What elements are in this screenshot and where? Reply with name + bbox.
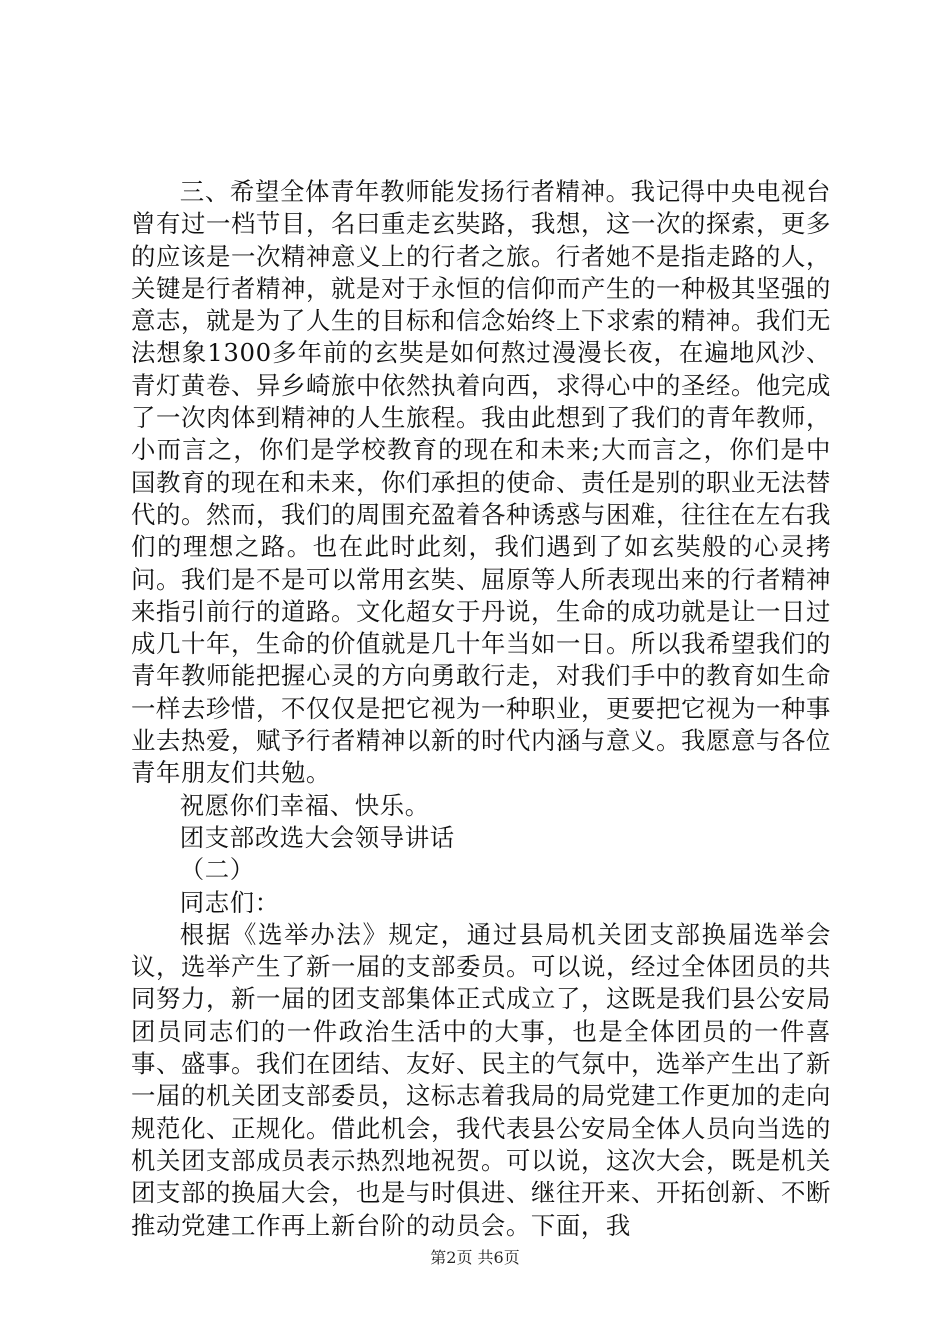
section-number: （二） — [179, 855, 255, 885]
paragraph-election-speech: 根据《选举办法》规定，通过县局机关团支部换届选举会议，选举产生了新一届的支部委员。可以说，经过全体团员的共同努力，新一届的团支部集体正式成立了，这既是我们县公安局团员同志们的一件政治生活中的大事，也是全体团员的一件喜事、盛事。我们在团结、友好、民主的气氛中，选举产生出了新一届的机关团支部委员，这标志着我局的局党建工作更加的走向规范化、正规化。借此机会，我代表县公安局全体人员向当选的机关团支部成员表示热烈地祝贺。可以说，这次大会，既是机关团支部的换届大会，也是与时俱进、继往开来、开拓创新、不断推动党建工作再上新台阶的动员会。下面，我 — [131, 919, 831, 1240]
paragraph-youth-teachers-spirit: 三、希望全体青年教师能发扬行者精神。我记得中央电视台曾有过一档节目，名曰重走玄奘路，我想，这一次的探索，更多的应该是一次精神意义上的行者之旅。行者她不是指走路的人，关键是行者精神，就是对于永恒的信仰而产生的一种极其坚强的意志，就是为了人生的目标和信念始终上下求索的精神。我们无法想象1300多年前的玄奘是如何熬过漫漫长夜，在遍地风沙、青灯黄卷、异乡崎旅中依然执着向西，求得心中的圣经。他完成了一次肉体到精神的人生旅程。我由此想到了我们的青年教师，小而言之，你们是学校教育的现在和未来;大而言之，你们是中国教育的现在和未来，你们承担的使命、责任是别的职业无法替代的。然而，我们的周围充盈着各种诱惑与困难，往往在左右我们的理想之路。也在此时此刻，我们遇到了如玄奘般的心灵拷问。我们是不是可以常用玄奘、屈原等人所表现出来的行者精神来指引前行的道路。文化超女于丹说，生命的成功就是让一日过成几十年，生命的价值就是几十年当如一日。所以我希望我们的青年教师能把握心灵的方向勇敢行走，对我们手中的教育如生命一样去珍惜，不仅仅是把它视为一种职业，更要把它视为一种事业去热爱，赋予行者精神以新的时代内涵与意义。我愿意与各位青年朋友们共勉。 — [131, 177, 831, 788]
document-body — [131, 176, 831, 1242]
paragraph-blessing: 祝愿你们幸福、快乐。 — [179, 790, 430, 820]
salutation: 同志们： — [179, 887, 280, 917]
page-number-footer: 第2页 共6页 — [430, 1248, 520, 1267]
section-heading: 团支部改选大会领导讲话 — [179, 822, 455, 852]
